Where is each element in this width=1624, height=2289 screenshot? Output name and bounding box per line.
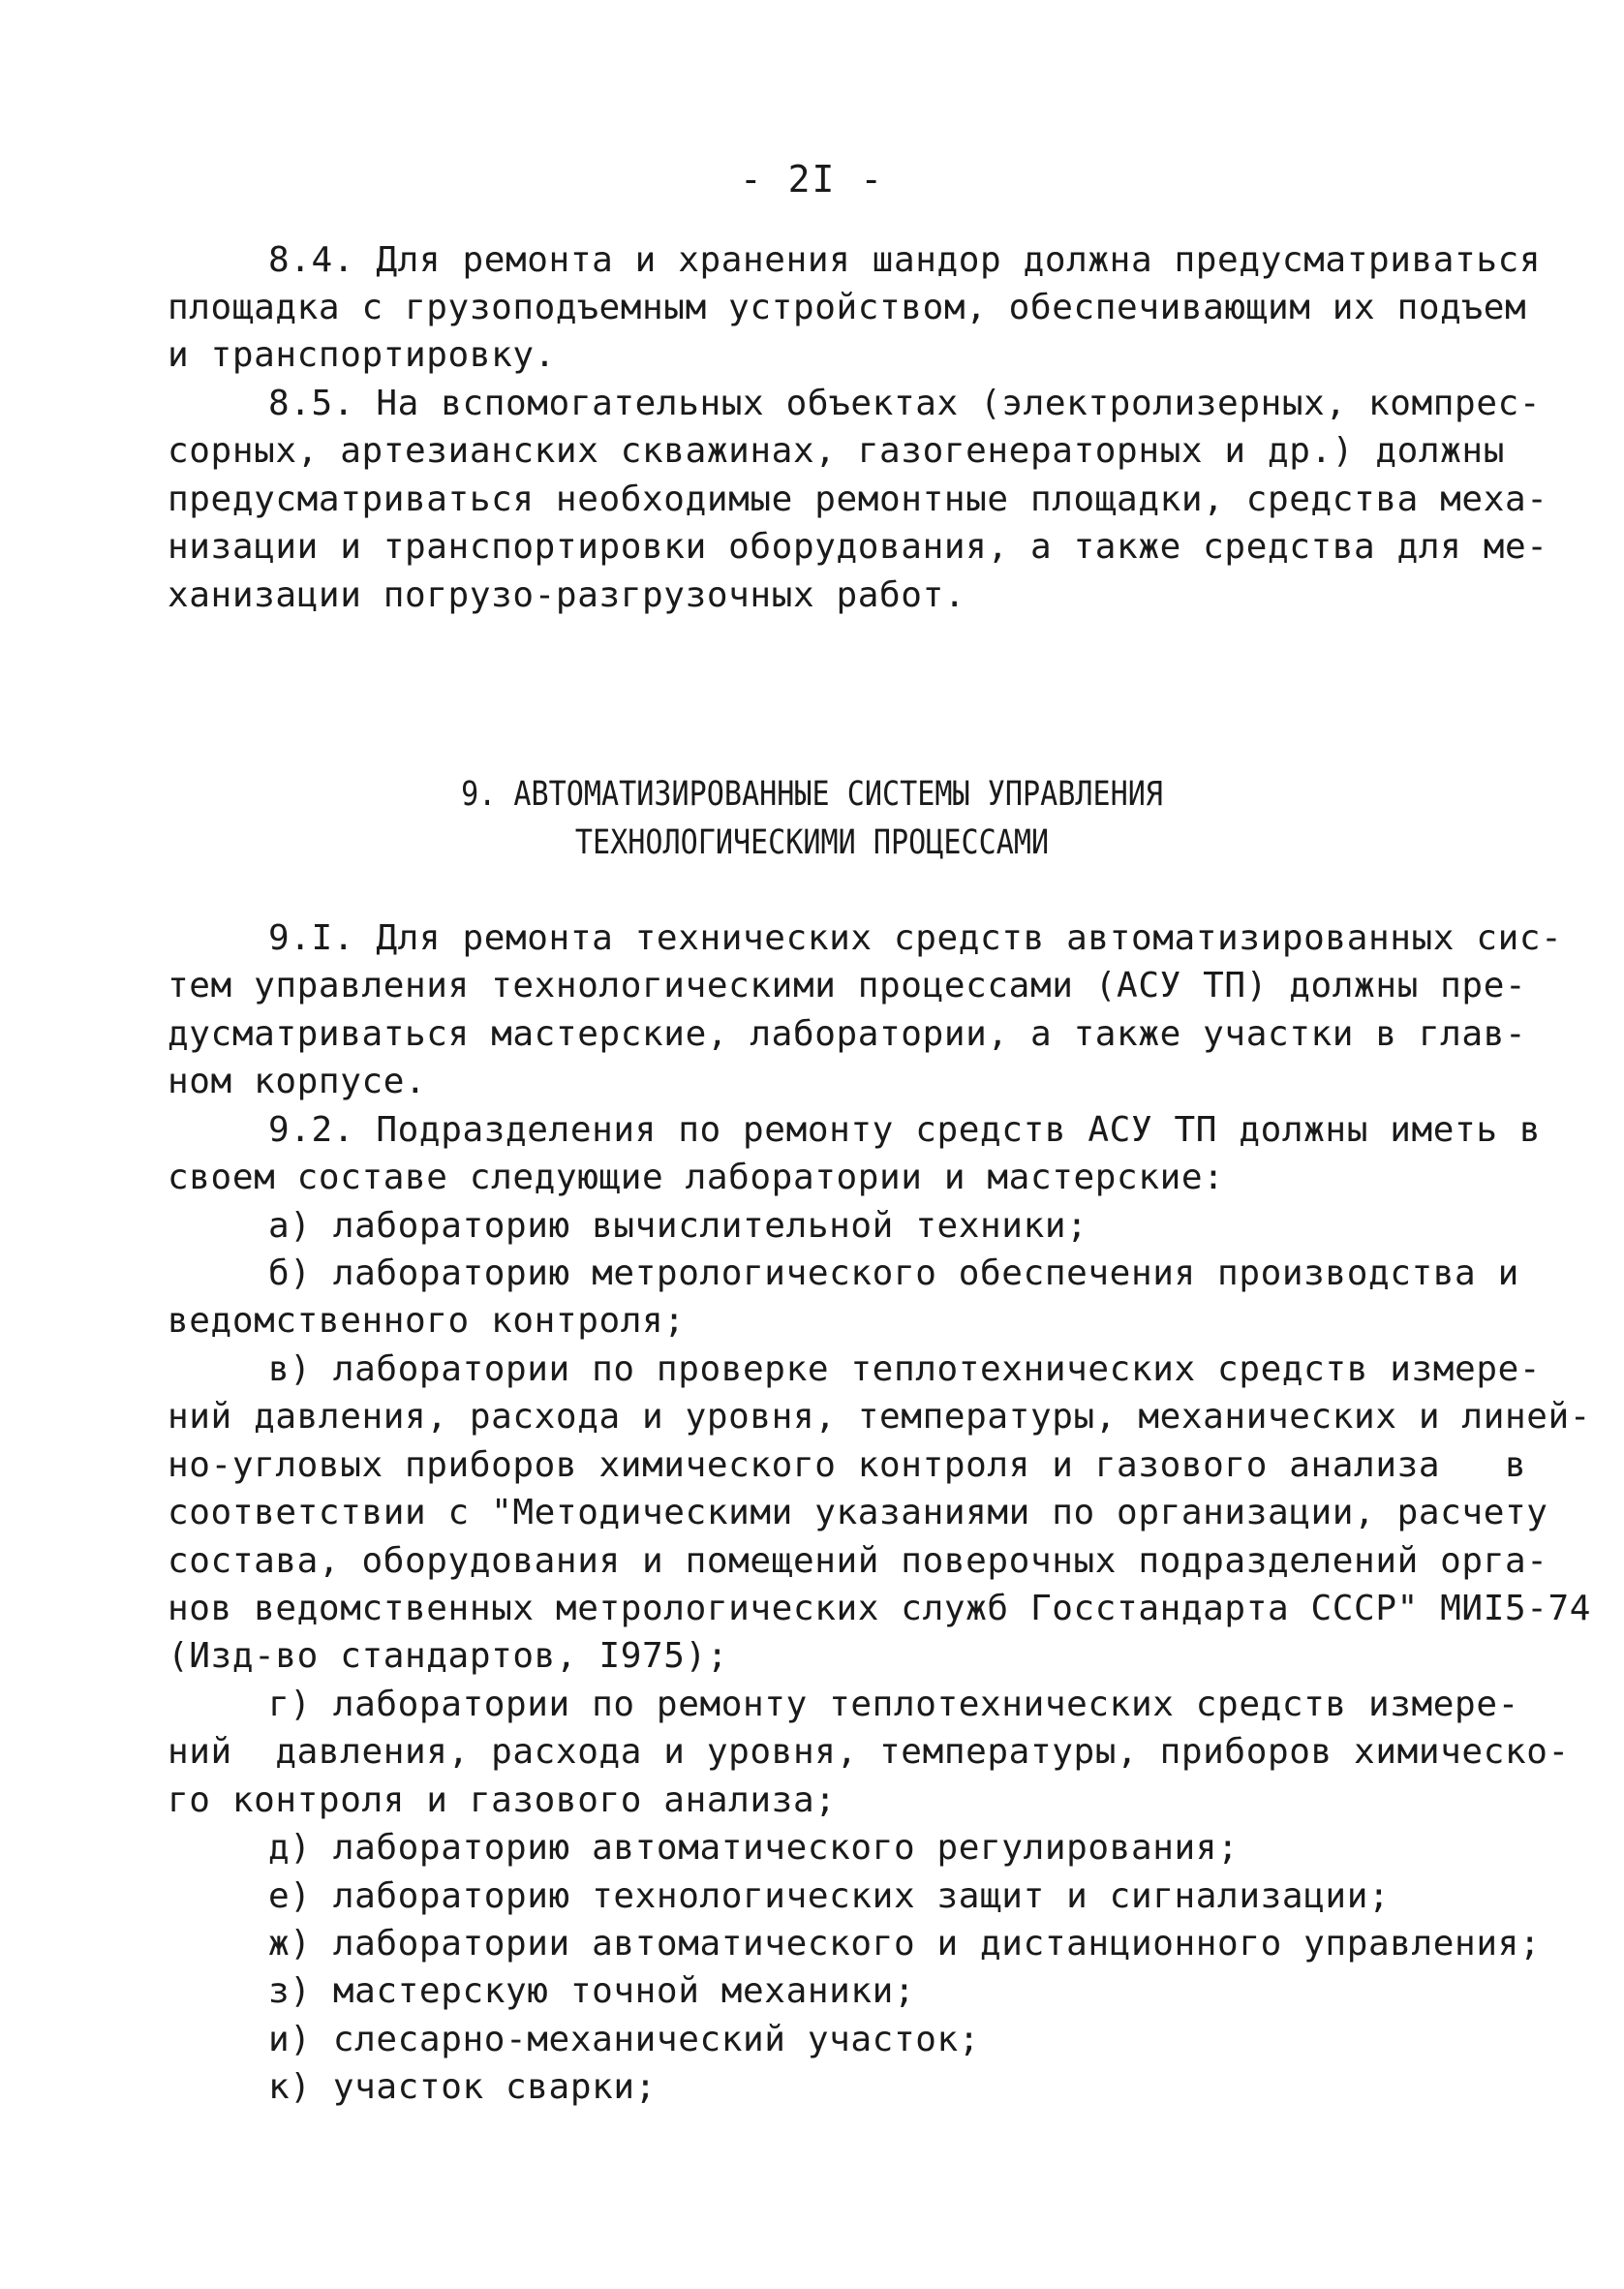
paragraph-9-1-line-3: дусматриваться мастерские, лаборатории, а также участки в глав- bbox=[168, 1014, 1527, 1054]
section-9-heading-line-2: ТЕХНОЛОГИЧЕСКИМИ ПРОЦЕССАМИ bbox=[574, 823, 1050, 862]
list-item-v-line-7: (Изд-во стандартов, I975); bbox=[168, 1636, 729, 1676]
list-item-v-line-6: нов ведомственных метрологических служб Госстандарта СССР" МИI5-74 bbox=[168, 1589, 1592, 1628]
list-item-v-line-2: ний давления, расхода и уровня, температуры, механических и линей- bbox=[168, 1397, 1592, 1437]
list-item-v-line-3: но-угловых приборов химического контроля и газового анализа в bbox=[168, 1445, 1527, 1485]
list-item-e: е) лабораторию технологических защит и сигнализации; bbox=[268, 1876, 1391, 1916]
paragraph-9-1-line-2: тем управления технологическими процессами (АСУ ТП) должны пре- bbox=[168, 966, 1527, 1005]
paragraph-8-5-line-3: предусматриваться необходимые ремонтные площадки, средства меха- bbox=[168, 479, 1548, 519]
list-item-v-line-1: в) лаборатории по проверке теплотехнических средств измере- bbox=[268, 1349, 1542, 1389]
paragraph-8-4-line-2: площадка с грузоподъемным устройством, обеспечивающим их подъем bbox=[168, 288, 1527, 327]
paragraph-8-5-line-4: низации и транспортировки оборудования, а также средства для ме- bbox=[168, 527, 1548, 567]
paragraph-8-5-line-1: 8.5. На вспомогательных объектах (электролизерных, компрес- bbox=[268, 384, 1542, 423]
page-number: - 2I - bbox=[739, 158, 885, 201]
list-item-a: а) лабораторию вычислительной техники; bbox=[268, 1206, 1088, 1246]
paragraph-9-1-line-1: 9.I. Для ремонта технических средств автоматизированных сис- bbox=[268, 918, 1563, 958]
list-item-d: д) лабораторию автоматического регулирования; bbox=[268, 1828, 1240, 1868]
list-item-g-line-1: г) лаборатории по ремонту теплотехнических средств измере- bbox=[268, 1685, 1519, 1724]
list-item-g-line-3: го контроля и газового анализа; bbox=[168, 1780, 837, 1820]
list-item-v-line-4: соответствии с "Методическими указаниями по организации, расчету bbox=[168, 1493, 1548, 1532]
list-item-i: и) слесарно-механический участок; bbox=[268, 2020, 981, 2059]
paragraph-8-4-line-3: и транспортировку. bbox=[168, 335, 556, 375]
paragraph-9-2-line-2: своем составе следующие лаборатории и мастерские: bbox=[168, 1158, 1225, 1197]
paragraph-8-4-line-1: 8.4. Для ремонта и хранения шандор должна предусматриваться bbox=[268, 240, 1542, 280]
list-item-g-line-2: ний давления, расхода и уровня, температуры, приборов химическо- bbox=[168, 1732, 1570, 1772]
paragraph-9-2-line-1: 9.2. Подразделения по ремонту средств АСУ ТП должны иметь в bbox=[268, 1110, 1542, 1150]
list-item-z: з) мастерскую точной механики; bbox=[268, 1971, 916, 2011]
paragraph-9-1-line-4: ном корпусе. bbox=[168, 1062, 427, 1101]
paragraph-8-5-line-5: ханизации погрузо-разгрузочных работ. bbox=[168, 575, 966, 615]
list-item-zh: ж) лаборатории автоматического и дистанционного управления; bbox=[268, 1924, 1542, 1964]
list-item-v-line-5: состава, оборудования и помещений поверочных подразделений орга- bbox=[168, 1541, 1548, 1581]
list-item-b-line-1: б) лабораторию метрологического обеспечения производства и bbox=[268, 1253, 1519, 1293]
section-9-heading-line-1: 9. АВТОМАТИЗИРОВАННЫЕ СИСТЕМЫ УПРАВЛЕНИЯ bbox=[461, 775, 1163, 814]
list-item-k: к) участок сварки; bbox=[268, 2067, 657, 2107]
paragraph-8-5-line-2: сорных, артезианских скважинах, газогенераторных и др.) должны bbox=[168, 431, 1505, 471]
list-item-b-line-2: ведомственного контроля; bbox=[168, 1301, 686, 1341]
